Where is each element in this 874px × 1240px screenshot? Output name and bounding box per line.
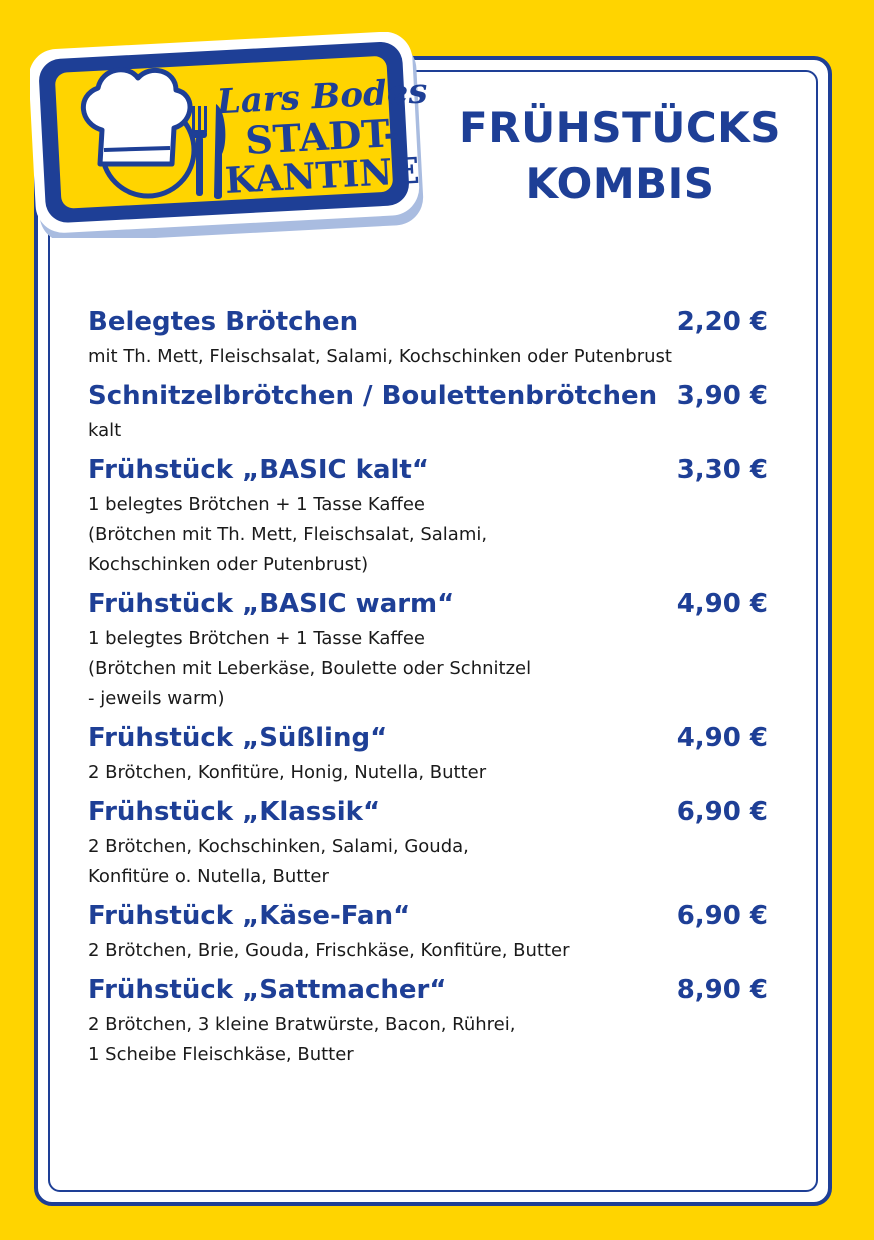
menu-item-header (88, 584, 768, 624)
menu-item-price: 6,90 € (676, 901, 768, 931)
menu-item-name: Frühstück „Käse-Fan“ (88, 901, 411, 931)
menu-item-header (88, 896, 768, 936)
menu-item-name: Frühstück „Süßling“ (88, 723, 388, 753)
menu-list (88, 302, 768, 1074)
menu-item-description-line: 1 belegtes Brötchen + 1 Tasse Kaffee (88, 628, 425, 649)
menu-item-header (88, 302, 768, 342)
menu-item-description-line: (Brötchen mit Th. Mett, Fleischsalat, Salami, (88, 524, 488, 545)
menu-item-header (88, 376, 768, 416)
menu-item-description-line: Konfitüre o. Nutella, Butter (88, 866, 329, 887)
menu-item-header (88, 970, 768, 1010)
menu-item-price: 6,90 € (676, 797, 768, 827)
menu-item-price: 8,90 € (676, 975, 768, 1005)
page-title (440, 100, 800, 212)
menu-item (88, 792, 768, 892)
menu-item-description (88, 758, 768, 788)
menu-item-description-line: 2 Brötchen, Kochschinken, Salami, Gouda, (88, 836, 469, 857)
logo-line-1: Lars Bodes (215, 71, 428, 123)
menu-item-name: Frühstück „Sattmacher“ (88, 975, 447, 1005)
menu-item-description-line: 2 Brötchen, Brie, Gouda, Frischkäse, Konfitüre, Butter (88, 940, 570, 961)
menu-item-header (88, 450, 768, 490)
menu-item-price: 3,30 € (676, 455, 768, 485)
menu-item-description (88, 416, 768, 446)
menu-item-description-line: (Brötchen mit Leberkäse, Boulette oder Schnitzel (88, 658, 532, 679)
menu-item-description-line: 1 Scheibe Fleischkäse, Butter (88, 1044, 354, 1065)
menu-item (88, 718, 768, 788)
menu-item-name: Schnitzelbrötchen / Boulettenbrötchen (88, 381, 658, 411)
menu-item (88, 450, 768, 580)
menu-item-name: Frühstück „Klassik“ (88, 797, 381, 827)
menu-item-description (88, 490, 768, 580)
menu-item-name: Frühstück „BASIC warm“ (88, 589, 455, 619)
menu-item-description (88, 342, 768, 372)
menu-item (88, 302, 768, 372)
menu-item-description (88, 1010, 768, 1070)
menu-item-header (88, 718, 768, 758)
menu-item (88, 584, 768, 714)
menu-item-description-line: 2 Brötchen, Konfitüre, Honig, Nutella, Butter (88, 762, 487, 783)
logo-line-2: STADT- (244, 109, 401, 163)
menu-item-header (88, 792, 768, 832)
logo-line-3: KANTINE (224, 149, 421, 203)
menu-item-description-line: 1 belegtes Brötchen + 1 Tasse Kaffee (88, 494, 425, 515)
menu-item-description-line: Kochschinken oder Putenbrust) (88, 554, 369, 575)
menu-item (88, 896, 768, 966)
menu-item-description-line: kalt (88, 420, 122, 441)
menu-item-description-line: mit Th. Mett, Fleischsalat, Salami, Kochschinken oder Putenbrust (88, 346, 672, 367)
menu-item (88, 376, 768, 446)
menu-item-price: 4,90 € (676, 589, 768, 619)
menu-item-name: Frühstück „BASIC kalt“ (88, 455, 429, 485)
menu-item-price: 3,90 € (676, 381, 768, 411)
menu-item (88, 970, 768, 1070)
menu-item-description (88, 832, 768, 892)
menu-item-description (88, 624, 768, 714)
menu-item-price: 4,90 € (676, 723, 768, 753)
menu-item-description-line: 2 Brötchen, 3 kleine Bratwürste, Bacon, Rührei, (88, 1014, 516, 1035)
menu-item-price: 2,20 € (676, 307, 768, 337)
stadt-kantine-logo (30, 32, 428, 238)
page-title-line-1: FRÜHSTÜCKS (459, 103, 781, 152)
page-title-line-2: KOMBIS (525, 159, 715, 208)
menu-item-description (88, 936, 768, 966)
menu-item-description-line: - jeweils warm) (88, 688, 225, 709)
menu-item-name: Belegtes Brötchen (88, 307, 359, 337)
